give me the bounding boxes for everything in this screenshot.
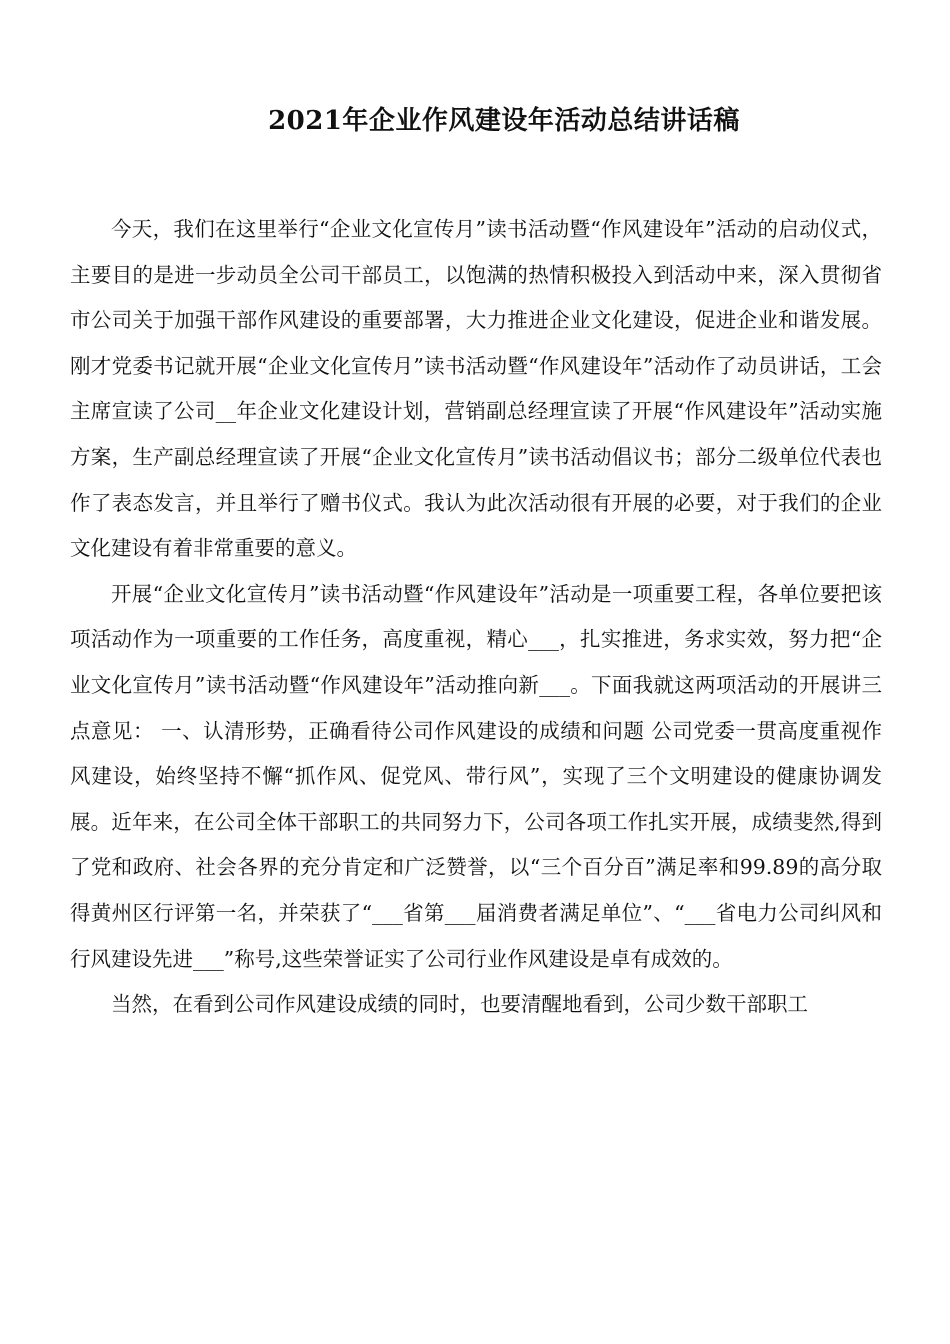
document-body — [70, 207, 882, 1028]
document-title: 2021年企业作风建设年活动总结讲话稿 — [268, 106, 740, 136]
paragraph-1: 今天，我们在这里举行“企业文化宣传月”读书活动暨“作风建设年”活动的启动仪式，主要目的是进一步动员全公司干部员工，以饱满的热情积极投入到活动中来，深入贯彻省市公司关于加强干部作风建设的重要部署，大力推进企业文化建设，促进企业和谐发展。刚才党委书记就开展“企业文化宣传月”读书活动暨“作风建设年”活动作了动员讲话，工会主席宣读了公司__年企业文化建设计划，营销副总经理宣读了开展“作风建设年”活动实施方案，生产副总经理宣读了开展“企业文化宣传月”读书活动倡议书；部分二级单位代表也作了表态发言，并且举行了赠书仪式。我认为此次活动很有开展的必要，对于我们的企业文化建设有着非常重要的意义。 — [70, 217, 882, 561]
paragraph-3: 当然，在看到公司作风建设成绩的同时，也要清醒地看到，公司少数干部职工 — [111, 992, 808, 1017]
paragraph-2: 开展“企业文化宣传月”读书活动暨“作风建设年”活动是一项重要工程，各单位要把该项活动作为一项重要的工作任务，高度重视，精心___，扎实推进，务求实效，努力把“企业文化宣传月”读书活动暨“作风建设年”活动推向新___。下面我就这两项活动的开展讲三点意见： 一、认清形势，正确看待公司作风建设的成绩和问题 公司党委一贯高度重视作风建设，始终坚持不懈“抓作风、促党风、带行风”，实现了三个文明建设的健康协调发展。近年来，在公司全体干部职工的共同努力下，公司各项工作扎实开展，成绩斐然,得到了党和政府、社会各界的充分肯定和广泛赞誉，以“三个百分百”满足率和99.89的高分取得黄州区行评第一名，并荣获了“___省第___届消费者满足单位”、“___省电力公司纠风和行风建设先进___”称号,这些荣誉证实了公司行业作风建设是卓有成效的。 — [70, 581, 882, 971]
